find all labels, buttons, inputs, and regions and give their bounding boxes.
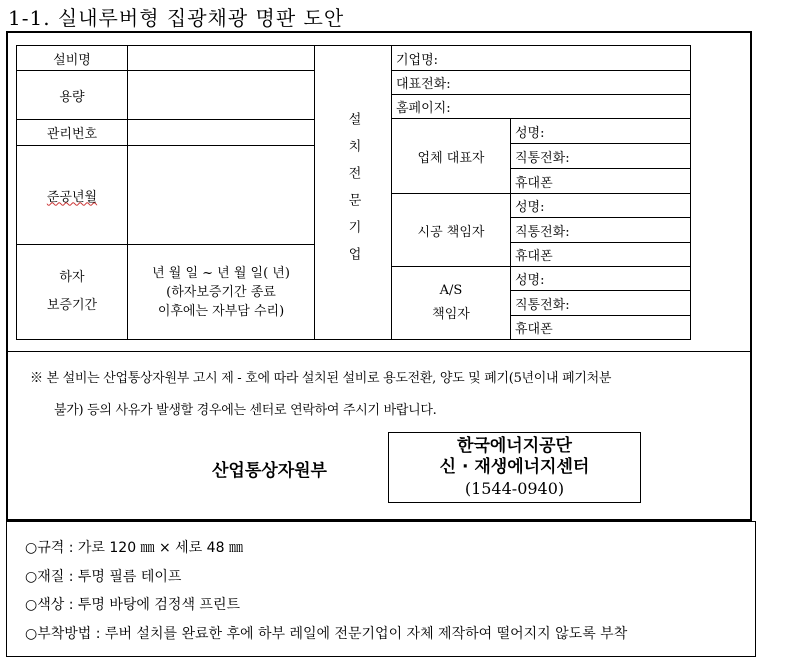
label-completion-date — [16, 145, 128, 245]
renewable-center-name: 신 · 재생에너지센터 — [439, 457, 590, 477]
value-warranty-period: 년 월 일 ~ 년 월 일( 년) (하자보증기간 종료 이후에는 자부담 수리) — [127, 244, 315, 340]
value-management-number — [127, 119, 315, 146]
mgr-direct-phone-field: 직통전화: — [510, 217, 691, 243]
notice-line-1: ※ 본 설비는 산업통상자원부 고시 제 - 호에 따라 설치된 설비로 용도전환, 양도 및 폐기(5년이내 폐기처분 — [30, 371, 612, 386]
value-equipment-name — [127, 45, 315, 71]
energy-center-box — [388, 432, 641, 503]
ministry-name: 산업통상자원부 — [212, 461, 327, 481]
label-completion-date-text: 준공년월 — [46, 189, 98, 205]
label-as-manager: A/S 책임자 — [391, 266, 511, 340]
label-company-representative: 업체 대표자 — [391, 118, 511, 194]
label-warranty-period: 하자 보증기간 — [16, 244, 128, 340]
center-phone-number: (1544-0940) — [464, 479, 565, 498]
notice-line-2: 불가) 등의 사유가 발생할 경우에는 센터로 연락하여 주시기 바랍니다. — [54, 403, 437, 418]
nameplate-frame — [6, 31, 752, 521]
spec-attachment-method: ○부착방법 : 루버 설치를 완료한 후에 하부 레일에 전문기업이 자체 제작하여 떨어지지 않도록 부착 — [25, 626, 628, 642]
section-divider — [8, 351, 750, 352]
specification-box — [6, 521, 756, 657]
mgr-name-field: 성명: — [510, 193, 691, 218]
value-completion-date — [127, 145, 315, 245]
as-mobile-field: 휴대폰 — [510, 315, 691, 340]
rep-direct-phone-field: 직통전화: — [510, 143, 691, 169]
homepage-field: 홈페이지: — [391, 94, 691, 119]
rep-mobile-field: 휴대폰 — [510, 168, 691, 194]
energy-agency-name: 한국에너지공단 — [457, 436, 572, 456]
as-name-field: 성명: — [510, 266, 691, 291]
spec-size: ○규격 : 가로 120 ㎜ × 세로 48 ㎜ — [25, 540, 243, 556]
label-capacity: 용량 — [16, 70, 128, 120]
label-management-number: 관리번호 — [16, 119, 128, 146]
company-name-field: 기업명: — [391, 45, 691, 71]
mgr-mobile-field: 휴대폰 — [510, 242, 691, 267]
rep-name-field: 성명: — [510, 118, 691, 144]
installer-vertical-label: 설치전문기업 — [345, 111, 361, 274]
main-phone-field: 대표전화: — [391, 70, 691, 95]
label-equipment-name: 설비명 — [16, 45, 128, 71]
label-construction-manager: 시공 책임자 — [391, 193, 511, 267]
page-title: 1-1. 실내루버형 집광채광 명판 도안 — [8, 6, 345, 30]
spec-color: ○색상 : 투명 바탕에 검정색 프린트 — [25, 597, 240, 613]
value-capacity — [127, 70, 315, 120]
spec-material: ○재질 : 투명 필름 테이프 — [25, 569, 182, 585]
installer-vertical-cell — [314, 45, 392, 340]
as-direct-phone-field: 직통전화: — [510, 290, 691, 316]
